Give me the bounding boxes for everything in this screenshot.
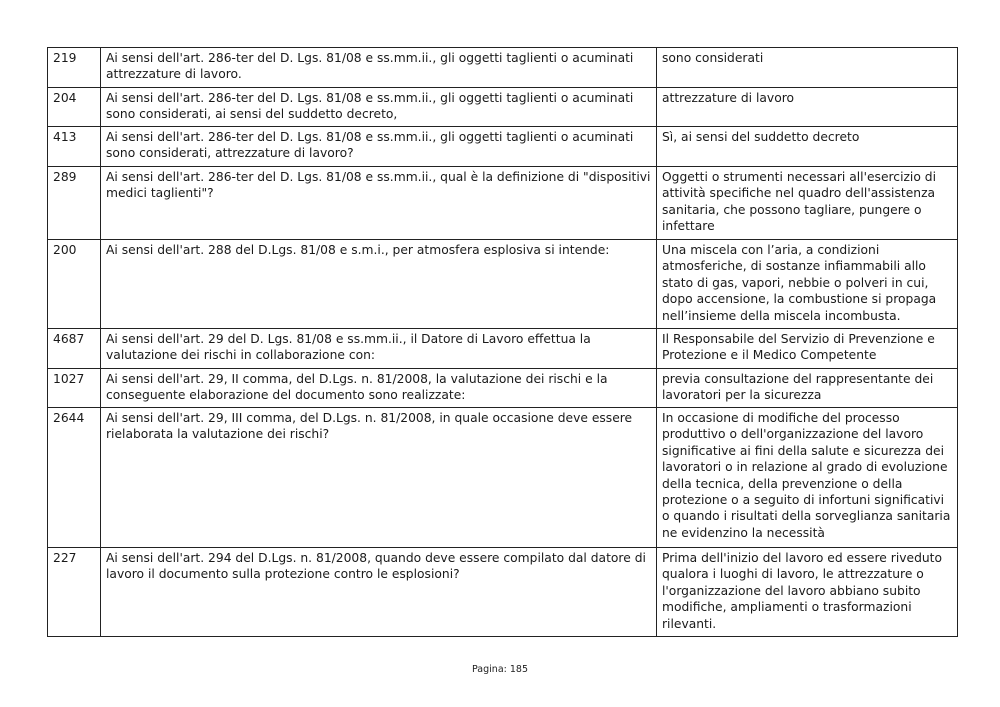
answer-text: Sì, ai sensi del suddetto decreto (657, 127, 958, 167)
question-text: Ai sensi dell'art. 288 del D.Lgs. 81/08 e s.m.i., per atmosfera esplosiva si intende: (101, 240, 657, 329)
page-number: Pagina: 185 (472, 664, 528, 675)
question-id: 413 (48, 127, 101, 167)
answer-text: sono considerati (657, 48, 958, 88)
table-row (48, 127, 958, 167)
question-text: Ai sensi dell'art. 286-ter del D. Lgs. 81/08 e ss.mm.ii., gli oggetti taglienti o acuminati attrezzature di lavoro. (101, 48, 657, 88)
question-text: Ai sensi dell'art. 29 del D. Lgs. 81/08 e ss.mm.ii., il Datore di Lavoro effettua la valutazione dei rischi in collaborazione con: (101, 329, 657, 369)
answer-text: Il Responsabile del Servizio di Prevenzione e Protezione e il Medico Competente (657, 329, 958, 369)
table-row (48, 329, 958, 369)
table-row (48, 369, 958, 408)
question-id: 4687 (48, 329, 101, 369)
table-row (48, 548, 958, 637)
question-id: 2644 (48, 408, 101, 548)
question-id: 289 (48, 167, 101, 240)
table-row (48, 408, 958, 548)
answer-text: Oggetti o strumenti necessari all'esercizio di attività specifiche nel quadro dell'assistenza sanitaria, che possono tagliare, pungere o infettare (657, 167, 958, 240)
question-text: Ai sensi dell'art. 29, III comma, del D.Lgs. n. 81/2008, in quale occasione deve essere rielaborata la valutazione dei rischi? (101, 408, 657, 548)
answer-text: attrezzature di lavoro (657, 88, 958, 127)
table-row (48, 48, 958, 88)
question-id: 1027 (48, 369, 101, 408)
table-row (48, 88, 958, 127)
question-text: Ai sensi dell'art. 294 del D.Lgs. n. 81/2008, quando deve essere compilato dal datore di lavoro il documento sulla protezione contro le esplosioni? (101, 548, 657, 637)
question-text: Ai sensi dell'art. 286-ter del D. Lgs. 81/08 e ss.mm.ii., gli oggetti taglienti o acuminati sono considerati, ai sensi del suddetto decreto, (101, 88, 657, 127)
question-id: 200 (48, 240, 101, 329)
table-row (48, 167, 958, 240)
question-text: Ai sensi dell'art. 29, II comma, del D.Lgs. n. 81/2008, la valutazione dei rischi e la conseguente elaborazione del documento sono realizzate: (101, 369, 657, 408)
question-answer-table (47, 47, 958, 637)
answer-text: previa consultazione del rappresentante dei lavoratori per la sicurezza (657, 369, 958, 408)
question-text: Ai sensi dell'art. 286-ter del D. Lgs. 81/08 e ss.mm.ii., qual è la definizione di "dispositivi medici taglienti"? (101, 167, 657, 240)
question-id: 219 (48, 48, 101, 88)
answer-text: Una miscela con l’aria, a condizioni atmosferiche, di sostanze infiammabili allo stato di gas, vapori, nebbie o polveri in cui, dopo accensione, la combustione si propaga nell’insieme della miscela incombusta. (657, 240, 958, 329)
table-row (48, 240, 958, 329)
answer-text: In occasione di modifiche del processo produttivo o dell'organizzazione del lavoro significative ai fini della salute e sicurezza dei lavoratori o in relazione al grado di evoluzione della tecnica, della prevenzione o della protezione o a seguito di infortuni significativi o quando i risultati della sorveglianza sanitaria ne evidenzino la necessità (657, 408, 958, 548)
question-id: 227 (48, 548, 101, 637)
answer-text: Prima dell'inizio del lavoro ed essere riveduto qualora i luoghi di lavoro, le attrezzature o l'organizzazione del lavoro abbiano subito modifiche, ampliamenti o trasformazioni rilevanti. (657, 548, 958, 637)
question-text: Ai sensi dell'art. 286-ter del D. Lgs. 81/08 e ss.mm.ii., gli oggetti taglienti o acuminati sono considerati, attrezzature di lavoro? (101, 127, 657, 167)
question-id: 204 (48, 88, 101, 127)
